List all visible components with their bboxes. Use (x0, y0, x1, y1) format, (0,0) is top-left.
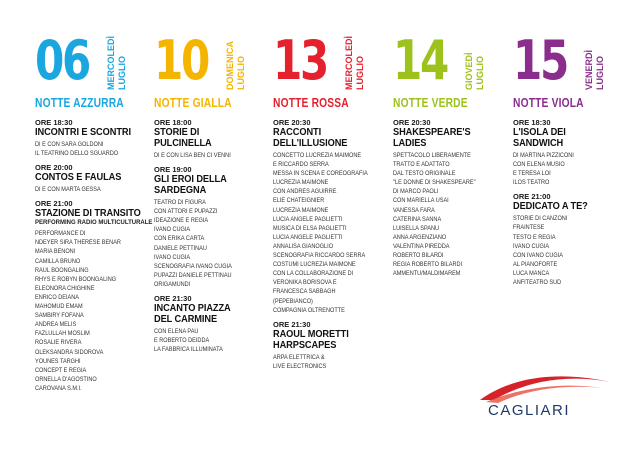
credit-line: ROBERTO BILARDI (393, 252, 444, 260)
weekday-label: MERCOLEDÌ (106, 36, 116, 90)
month-label: LUGLIO (355, 56, 365, 90)
credit-line: CONCETTO LUCREZIA MAIMONE (273, 152, 362, 159)
event (393, 118, 511, 278)
credit-line: LUCIA ANGELE PAGLIETTI (273, 215, 343, 223)
event-time: ORE 18:00 (154, 118, 192, 127)
night-title: NOTTE VERDE (393, 96, 468, 110)
credit-line: FAZLULLAH MOSLIM (35, 330, 90, 338)
credit-line: CON ANDRÈS AGUIRRE (273, 188, 337, 196)
event-title: STAZIONE DI TRANSITO (35, 207, 141, 220)
event (513, 192, 631, 287)
event-time: ORE 19:00 (154, 165, 192, 175)
day-number: 15 (513, 29, 567, 92)
credit-line: CON ERIKA CARTA (154, 235, 205, 243)
credit-line: CON ELENA PAU (154, 328, 199, 336)
credit-line: CON ATTORI E PUPAZZI (154, 208, 218, 216)
date-header (35, 0, 153, 98)
credit-line: CON LA COLLABORAZIONE DI (273, 270, 354, 278)
month-label: LUGLIO (595, 56, 605, 90)
credit-line: PUPAZZI DANIELE PETTINAU (154, 271, 232, 279)
day-column (35, 0, 153, 392)
credit-line: VANESSA FARA (393, 206, 435, 214)
event-title: INCANTO PIAZZA (154, 302, 231, 315)
date-header (513, 0, 631, 98)
credit-line: DI MARCO PAOLI (393, 188, 439, 196)
event (35, 118, 153, 158)
credit-line: "LE DONNE DI SHAKESPEARE" (393, 179, 476, 187)
credit-line: SPETTACOLO LIBERAMENTE (393, 152, 471, 159)
credit-line: LUISELLA SPANU (393, 224, 440, 232)
event-title: STORIE DI (154, 126, 200, 138)
weekday-label: VENERDÌ (584, 49, 594, 90)
logo-text: CAGLIARI (488, 402, 571, 419)
date-header (393, 0, 511, 98)
credit-line: VALENTINA PIREDDA (393, 242, 450, 250)
day-number: 14 (393, 29, 447, 92)
credit-line: ROSALIE RIVERA (35, 339, 82, 347)
event (273, 118, 391, 315)
credit-line: COMPAGNIA OLTRENOTTE (273, 306, 345, 314)
credit-line: IDEAZIONE E REGIA (154, 217, 209, 225)
credit-line: YOUNES TARGHI (35, 357, 81, 365)
credit-line: NDEYER SIRA THÉRÈSE BENAR (35, 239, 121, 247)
day-number: 13 (273, 29, 327, 92)
event-title: SHAKESPEARE'S (393, 126, 471, 138)
event-title: SANDWICH (513, 137, 564, 149)
day-column (273, 0, 391, 370)
swoosh-icon (470, 372, 620, 406)
credit-line: ANNALISA GIANOGLIO (273, 242, 334, 250)
credit-line: IL TEATRINO DELLO SGUARDO (35, 150, 119, 158)
event-time: ORE 18:30 (35, 118, 73, 127)
credit-line: CATERINA SANNA (393, 215, 442, 223)
credit-line: E TERESA LOI (513, 170, 551, 178)
credit-line: ENRICO DEIANA (35, 293, 79, 301)
credit-line: IVANO CUGIA (154, 226, 191, 234)
credit-line: ANDREA MELIS (35, 321, 77, 329)
event-title: HARPSCAPES (273, 338, 337, 351)
event-time: ORE 21:30 (154, 294, 192, 304)
event (273, 320, 391, 371)
date-header (154, 0, 272, 98)
credit-line: IVANO CUGIA (513, 242, 550, 250)
day-number: 06 (35, 29, 89, 92)
day-column (513, 0, 631, 287)
event-time: ORE 20:30 (273, 118, 311, 127)
credit-line: LUCREZIA MAIMONE (273, 179, 329, 187)
credit-line: DANIELE PETTINAU (154, 244, 207, 252)
credit-line: COSTUMI LUCREZIA MAIMONE (273, 261, 356, 269)
night-title: NOTTE GIALLA (154, 96, 232, 110)
credit-line: CON IVANO CUGIA (513, 251, 564, 259)
event-time: ORE 21:30 (273, 319, 311, 329)
night-title: NOTTE AZZURRA (35, 96, 124, 110)
credit-line: SCENOGRAFIA IVANO CUGIA (154, 262, 232, 270)
credit-line: ANNA ARGENZIANO (393, 233, 447, 241)
credit-line: CON ELENA MUSIO (513, 161, 565, 169)
credit-line: REGIA ROBERTO BILARDI (393, 261, 463, 269)
credit-line: IVANO CUGIA (154, 253, 191, 261)
credit-line: RAUL BOONGALING (35, 266, 89, 274)
day-column (393, 0, 511, 278)
date-header (273, 0, 391, 98)
event (35, 163, 153, 194)
credit-line: ELIE CHATEIGNIER (273, 197, 325, 205)
credit-line: FRANCESCA SABBAGH (273, 288, 336, 296)
weekday-label: MERCOLEDÌ (344, 36, 354, 90)
credit-line: LUCIA ANGELE PAGLIETTI (273, 233, 343, 241)
credit-line: PERFORMANCE DI (35, 230, 86, 238)
day-column (154, 0, 272, 354)
event-subtitle: PERFORMING RADIO MULTICULTURALE (35, 220, 153, 227)
credit-line: MAHOMUD EMAM (35, 303, 83, 311)
credit-line: CAROVANA S.M.I. (35, 384, 82, 392)
event-list (273, 118, 391, 376)
event-title: DEDICATO A TE? (513, 200, 588, 213)
event-list (513, 118, 631, 292)
event-title: CONTOS E FAULAS (35, 171, 122, 184)
event-time: ORE 20:00 (35, 163, 73, 173)
credit-line: STORIE DI CANZONI (513, 215, 568, 223)
credit-line: OLEKSANDRA SIDOROVA (35, 348, 104, 356)
event-title: LADIES (393, 137, 427, 149)
event (154, 165, 272, 289)
credit-line: (PEPEBIANCO) (273, 297, 313, 305)
credit-line: LUCA MANCA (513, 269, 550, 277)
credit-line: ILOS TEATRO (513, 179, 550, 187)
credit-line: CONCEPT E REGIA (35, 366, 87, 374)
credit-line: ELEONORA CHIGHINE (35, 284, 95, 292)
cagliari-logo (470, 372, 620, 424)
credit-line: CON MARIELLA USAI (393, 197, 449, 205)
credit-line: MESSA IN SCENA E COREOGRAFIA (273, 170, 368, 178)
weekday-label: DOMENICA (225, 41, 235, 90)
event-list (35, 118, 153, 398)
event-title: INCONTRI E SCONTRI (35, 126, 131, 138)
credit-line: DAL TESTO ORIGINALE (393, 170, 456, 178)
credit-line: DI E CON SARA GOLDONI (35, 141, 104, 148)
month-label: LUGLIO (236, 56, 246, 90)
credit-line: AMMENTU/MALDIMAREM (393, 270, 461, 278)
event-time: ORE 18:30 (513, 118, 551, 127)
credit-line: VERONIKA BORISOVA E (273, 279, 337, 287)
night-title: NOTTE ROSSA (273, 96, 349, 110)
credit-line: E RICCARDO SERRA (273, 161, 329, 169)
event-title: L'ISOLA DEI (513, 126, 566, 138)
event-title: SARDEGNA (154, 184, 207, 197)
credit-line: DI MARTINA PIZZICONI (513, 152, 574, 159)
event-title: RAOUL MORETTI (273, 327, 349, 340)
event (35, 199, 153, 393)
event-title: DEL CARMINE (154, 313, 218, 326)
weekday-label: GIOVEDÌ (464, 52, 474, 90)
credit-line: MARIA BENONI (35, 248, 76, 256)
credit-line: AL PIANOFORTE (513, 260, 558, 268)
credit-line: FRAINTESE (513, 224, 545, 232)
month-label: LUGLIO (117, 56, 127, 90)
credit-line: DI E CON LISA BEN CI VENNI (154, 152, 231, 159)
credit-line: TEATRO DI FIGURA (154, 199, 206, 207)
event-time: ORE 21:00 (35, 199, 73, 209)
credit-line: LUCREZIA MAIMONE (273, 206, 329, 214)
credit-line: ARPA ELETTRICA & (273, 353, 325, 361)
credit-line: LA FABBRICA ILLUMINATA (154, 346, 223, 354)
credit-line: E ROBERTO DEIDDA (154, 337, 210, 345)
event-title: DELL'ILLUSIONE (273, 137, 348, 149)
credit-line: SCENOGRAFIA RICCARDO SERRA (273, 252, 366, 260)
credit-line: MUSICA DI ELSA PAGLIETTI (273, 224, 347, 232)
credit-line: SAMBIRY FOFANA (35, 312, 84, 320)
credit-line: ORNELLA D'AGOSTINO (35, 375, 97, 383)
event-title: PULCINELLA (154, 137, 212, 149)
event-time: ORE 20:30 (393, 118, 431, 127)
event-time: ORE 21:00 (513, 192, 551, 202)
credit-line: CAMILLA BRUNO (35, 257, 81, 265)
credit-line: LIVE ELECTRONICS (273, 362, 327, 370)
month-label: LUGLIO (475, 56, 485, 90)
event-title: GLI EROI DELLA (154, 173, 227, 186)
event (513, 118, 631, 187)
night-title: NOTTE VIOLA (513, 96, 584, 110)
event-list (393, 118, 511, 283)
day-number: 10 (154, 29, 208, 92)
credit-line: DI E CON MARTA GESSA (35, 186, 101, 194)
event (154, 118, 272, 160)
credit-line: TRATTO E ADATTATO (393, 161, 450, 169)
credit-line: TESTO E REGIA (513, 233, 556, 241)
event (154, 294, 272, 354)
credit-line: ANFITEATRO SUD (513, 279, 562, 287)
credit-line: ORIGAMUNDI (154, 280, 191, 288)
event-list (154, 118, 272, 359)
credit-line: RHYS E ROBYN BOONGALING (35, 275, 117, 283)
event-title: RACCONTI (273, 126, 322, 138)
